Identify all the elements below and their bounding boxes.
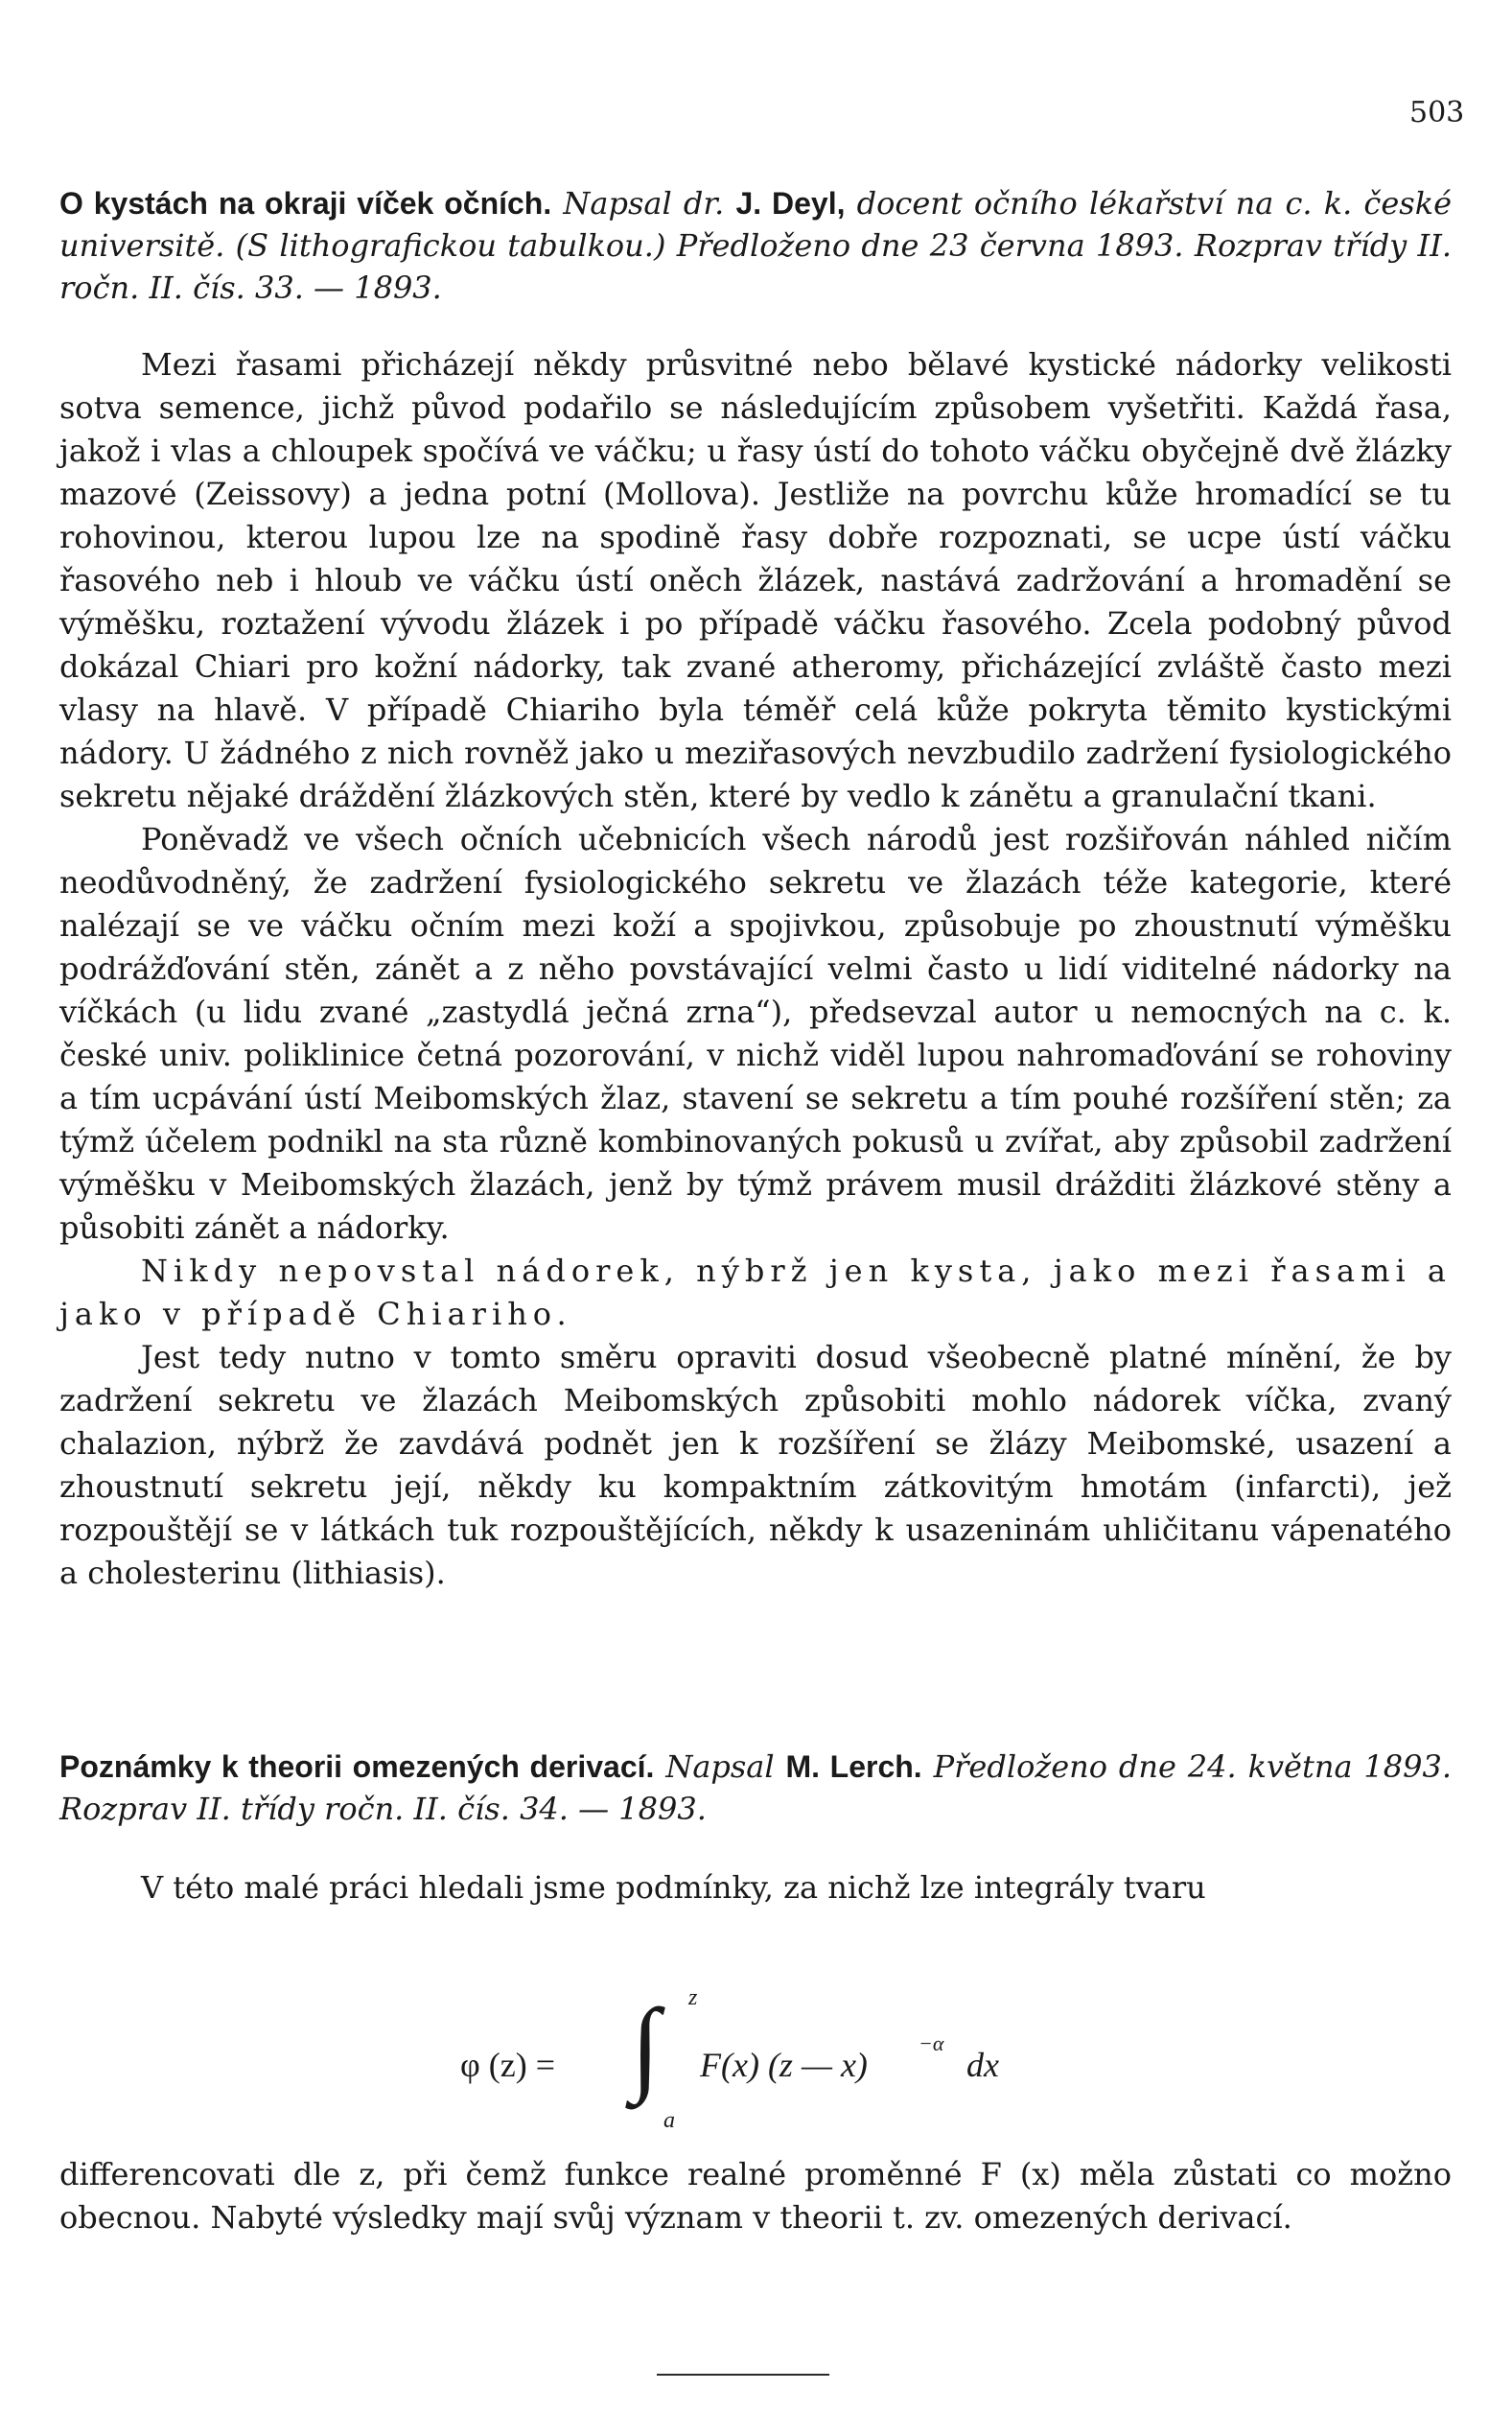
paragraph-2: Poněvadž ve všech očních učebnicích všech národů jest rozšiřován náhled ničím neodůvodněný, že zadržení fysiologického sekretu ve žlazách téže kategorie, které nalézají se ve váčku očním mezi koží a spojivkou, způsobuje po zhoustnutí výměšku podrážďování stěn, zánět a z něho povstávající velmi často u lidí viditelné nádorky na víčkách (u lidu zvané „zastydlá ječná zrna“), předsevzal autor u nemocných na c. k. české univ. poliklinice četná pozorování, v nichž viděl lupou nahromaďování se rohoviny a tím ucpávání ústí Meibomských žlaz, stavení se sekretu a tím pouhé rozšíření stěn; za týmž účelem podnikl na sta různě kombinovaných pokusů u zvířat, aby způsobil zadržení výměšku v Meibomských žlazách, jenž by týmž právem musil drážditi žlázkové stěny a působiti zánět a nádorky. — [59, 821, 1452, 1246]
author-name: J. Deyl, — [735, 186, 846, 221]
separator-rule — [657, 2374, 829, 2376]
integral-formula — [460, 1985, 1131, 2148]
article-lerch-continued — [59, 2153, 1452, 2239]
article-deyl — [59, 182, 1452, 1595]
author-prefix: Napsal dr. — [563, 185, 725, 222]
outro-paragraph: differencovati dle z, při čemž funkce realné proměnné F (x) měla zůstati co možno obecnou. Nabyté výsledky mají svůj význam v theorii t. zv. omezených derivací. — [59, 2156, 1452, 2236]
article-title: Poznámky k theorii omezených derivací. — [59, 1749, 655, 1784]
integrand: F(x) (z — x) — [700, 2046, 868, 2084]
integral-sign: ∫ — [631, 1987, 661, 2104]
paragraph-4: Jest tedy nutno v tomto směru opraviti dosud všeobecně platné mínění, že by zadržení sekretu ve žlazách Meibomských způsobiti mohlo nádorek víčka, zvaný chalazion, nýbrž že zavdává podnět jen k rozšíření se žlázy Meibomské, usazení a zhoustnutí sekretu její, někdy ku kompaktním zátkovitým hmotám (infarcti), jež rozpouštějí se v látkách tuk rozpouštějících, někdy k usazeninám uhličitanu vápenatého a cholesterinu (lithiasis). — [59, 1339, 1452, 1591]
lower-limit: a — [663, 2108, 675, 2133]
paragraph-3: Nikdy nepovstal nádorek, nýbrž jen kysta, jako mezi řasami a jako v případě Chiariho. — [59, 1253, 1452, 1332]
article-meta: docent očního lékařství na c. k. české universitě. (S lithografickou tabulkou.) Předloženo dne 23 června 1893. Rozprav třídy II. ročn. II. čís. 33. — 1893. — [59, 185, 1453, 306]
article-meta: Předloženo dne 24. května 1893. Rozprav II. třídy ročn. II. čís. 34. — 1893. — [59, 1748, 1453, 1827]
intro-paragraph: V této malé práci hledali jsme podmínky, za nichž lze integrály tvaru — [141, 1869, 1206, 1906]
exponent: −α — [919, 2031, 944, 2055]
formula-lhs: φ (z) = — [460, 2046, 556, 2084]
article-heading — [59, 1746, 1452, 1830]
differential: dx — [966, 2046, 999, 2084]
author-prefix: Napsal — [665, 1748, 775, 1785]
paragraph-1: Mezi řasami přicházejí někdy průsvitné nebo bělavé kystické nádorky velikosti sotva semence, jichž původ podařilo se následujícím způsobem vyšetřiti. Každá řasa, jakož i vlas a chloupek spočívá ve váčku; u řasy ústí do tohoto váčku obyčejně dvě žlázky mazové (Zeissovy) a jedna potní (Mollova). Jestliže na povrchu kůže hromadící se tu rohovinou, kterou lupou lze na spodině řasy dobře rozpoznati, se ucpe ústí váčku řasového neb i hloub ve váčku ústí oněch žlázek, nastává zadržování a hromadění se výměšku, roztažení vývodu žlázek i po případě váčku řasového. Zcela podobný původ dokázal Chiari pro kožní nádorky, tak zvané atheromy, přicházející zvláště často mezi vlasy na hlavě. V případě Chiariho byla téměř celá kůže pokryta těmito kystickými nádory. U žádného z nich rovněž jako u meziřasových nevzbudilo zadržení fysiologického sekretu nějaké dráždění žlázkových stěn, které by vedlo k zánětu a granulační tkani. — [59, 346, 1452, 814]
upper-limit: z — [688, 1985, 698, 2010]
article-title: O kystách na okraji víček očních. — [59, 186, 552, 221]
page-number: 503 — [1409, 96, 1465, 129]
article-lerch — [59, 1746, 1452, 1910]
article-heading — [59, 182, 1452, 309]
author-name: M. Lerch. — [785, 1749, 922, 1784]
